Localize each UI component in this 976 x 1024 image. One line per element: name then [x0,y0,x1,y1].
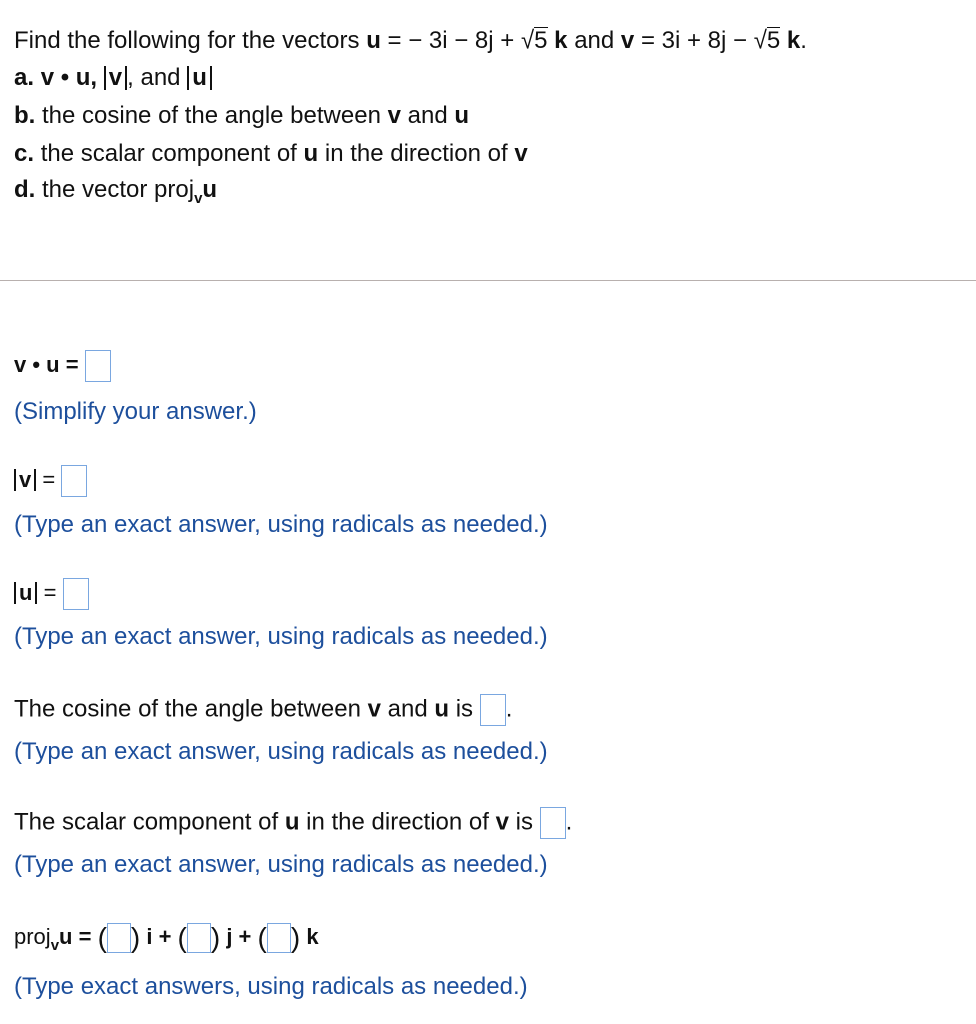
proj-j-input[interactable] [187,923,211,953]
norm-v-equals: = [42,466,56,492]
part-d-letter: d. [14,176,36,203]
part-c-text: the scalar component of [40,140,297,167]
part-d-text: the vector proj [42,176,195,203]
proj-j-label: j + [226,923,252,949]
u-vector-label: u [366,27,381,54]
part-a-norm-v: v [104,66,127,90]
part-c [14,140,528,168]
v-k-label: k [786,27,801,54]
proj-k-label: k [306,923,319,949]
part-c-v: v [514,140,528,167]
part-a-norm-u: u [187,66,212,90]
cos-input[interactable] [480,694,506,726]
cos-u: u [434,695,450,723]
part-b-and: and [407,102,448,129]
dot-label: v • u = [14,351,79,377]
proj-hint: (Type exact answers, using radicals as needed.) [14,973,528,1000]
scalar-period: . [565,808,573,836]
proj-i-label: i + [146,923,172,949]
norm-v-label: v [14,469,36,491]
cos-row [14,694,512,726]
question-period: . [800,27,807,54]
norm-v-hint: (Type an exact answer, using radicals as needed.) [14,511,548,538]
proj-i-input[interactable] [107,923,131,953]
v-vector-expr: = 3i + 8j − [640,27,748,54]
scalar-hint: (Type an exact answer, using radicals as needed.) [14,851,548,878]
part-a-and: , and [127,64,181,91]
u-vector-expr: = − 3i − 8j + [387,27,515,54]
scalar-row [14,807,572,839]
part-d-u: u [202,176,218,203]
scalar-text: The scalar component of [14,808,279,836]
part-a-letter: a. [14,64,35,91]
proj-k-input[interactable] [267,923,291,953]
sqrt5-u: √5 [520,26,548,55]
proj-sub: v [50,936,60,954]
part-b-text: the cosine of the angle between [42,102,381,129]
dot-hint: (Simplify your answer.) [14,398,257,425]
part-c-letter: c. [14,140,35,167]
cos-period: . [505,695,513,723]
u-k-label: k [554,27,568,54]
proj-label: proj [14,923,51,949]
scalar-input[interactable] [540,807,566,839]
part-a [14,64,212,92]
cos-text: The cosine of the angle between [14,695,361,723]
question-line-1 [14,27,807,55]
scalar-v: v [495,808,509,836]
cos-and: and [387,695,428,723]
norm-u-label: u [14,582,37,604]
norm-u-input[interactable] [63,578,89,610]
norm-v-row [14,465,87,497]
norm-u-equals: = [43,579,57,605]
part-b-u: u [454,102,470,129]
scalar-mid: in the direction of [306,808,489,836]
part-b-v: v [387,102,401,129]
part-a-dot: v • u, [40,64,98,91]
proj-row: proj$_v$u = ( ) i + ( ) j + ( ) k [14,922,319,954]
cos-hint: (Type an exact answer, using radicals as needed.) [14,738,548,765]
part-c-mid: in the direction of [324,140,508,167]
norm-u-hint: (Type an exact answer, using radicals as needed.) [14,623,548,650]
proj-u: u = [59,923,92,949]
dot-answer-row [14,350,111,382]
part-d [14,176,218,207]
question-and: and [574,27,615,54]
question-intro: Find the following for the vectors [14,27,360,54]
sqrt5-v: √5 [753,26,781,55]
part-b-letter: b. [14,102,36,129]
part-c-u: u [303,140,319,167]
part-d-sub: v [194,190,203,207]
norm-v-input[interactable] [61,465,87,497]
v-vector-label: v [620,27,635,54]
cos-v: v [367,695,381,723]
divider [0,280,976,281]
scalar-is: is [515,808,533,836]
scalar-u: u [284,808,300,836]
dot-input[interactable] [85,350,111,382]
cos-is: is [455,695,474,723]
part-b [14,102,469,130]
norm-u-row [14,578,89,610]
